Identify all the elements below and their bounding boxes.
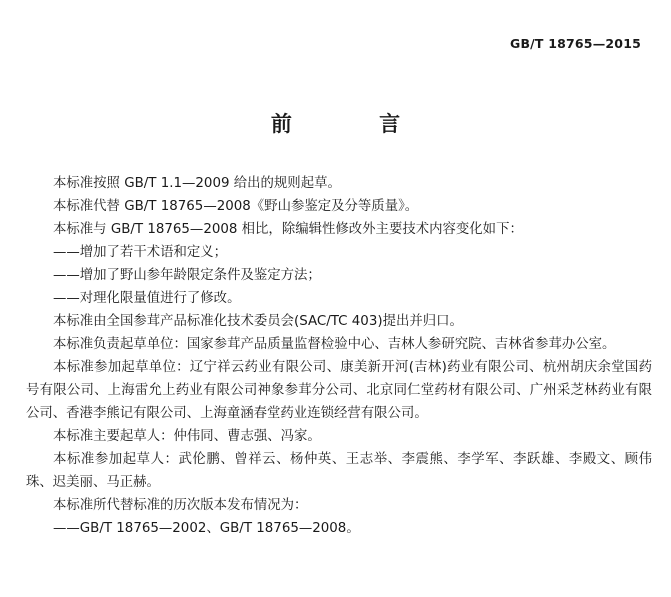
paragraph-responsible-units: 本标准负责起草单位：国家参茸产品质量监督检验中心、吉林人参研究院、吉林省参茸办公室。 [53,337,616,352]
list-item-previous-editions: ——GB/T 18765—2002、GB/T 18765—2008。 [53,521,360,536]
paragraph-proposed-by: 本标准由全国参茸产品标准化技术委员会(SAC/TC 403)提出并归口。 [53,314,463,329]
paragraph-replaces: 本标准代替 GB/T 18765—2008《野山参鉴定及分等质量》。 [53,199,419,214]
paragraph-main-drafters: 本标准主要起草人：仲伟同、曹志强、冯家。 [53,429,321,444]
document-body [26,172,652,540]
paragraph-previous-editions: 本标准所代替标准的历次版本发布情况为： [53,498,308,513]
paragraph-participating-units: 本标准参加起草单位：辽宁祥云药业有限公司、康美新开河(吉林)药业有限公司、杭州胡庆余堂国药号有限公司、上海雷允上药业有限公司神象参茸分公司、北京同仁堂药材有限公司、广州采芝林药业有限公司、香港李熊记有限公司、上海童涵春堂药业连锁经营有限公司。 [26,360,652,421]
paragraph-drafting-rules: 本标准按照 GB/T 1.1—2009 给出的规则起草。 [53,176,341,191]
paragraph-participating-drafters: 本标准参加起草人：武伦鹏、曾祥云、杨仲英、王志举、李震熊、李学军、李跃雄、李殿文、顾伟珠、迟美丽、马正赫。 [26,452,652,490]
list-item-change-2: ——增加了野山参年龄限定条件及鉴定方法； [53,268,321,283]
paragraph-changes-intro: 本标准与 GB/T 18765—2008 相比，除编辑性修改外主要技术内容变化如下： [53,222,523,237]
page-title: 前 言 [270,112,441,136]
list-item-change-3: ——对理化限量值进行了修改。 [53,291,241,306]
standard-code: GB/T 18765—2015 [509,36,641,51]
list-item-change-1: ——增加了若干术语和定义； [53,245,228,260]
